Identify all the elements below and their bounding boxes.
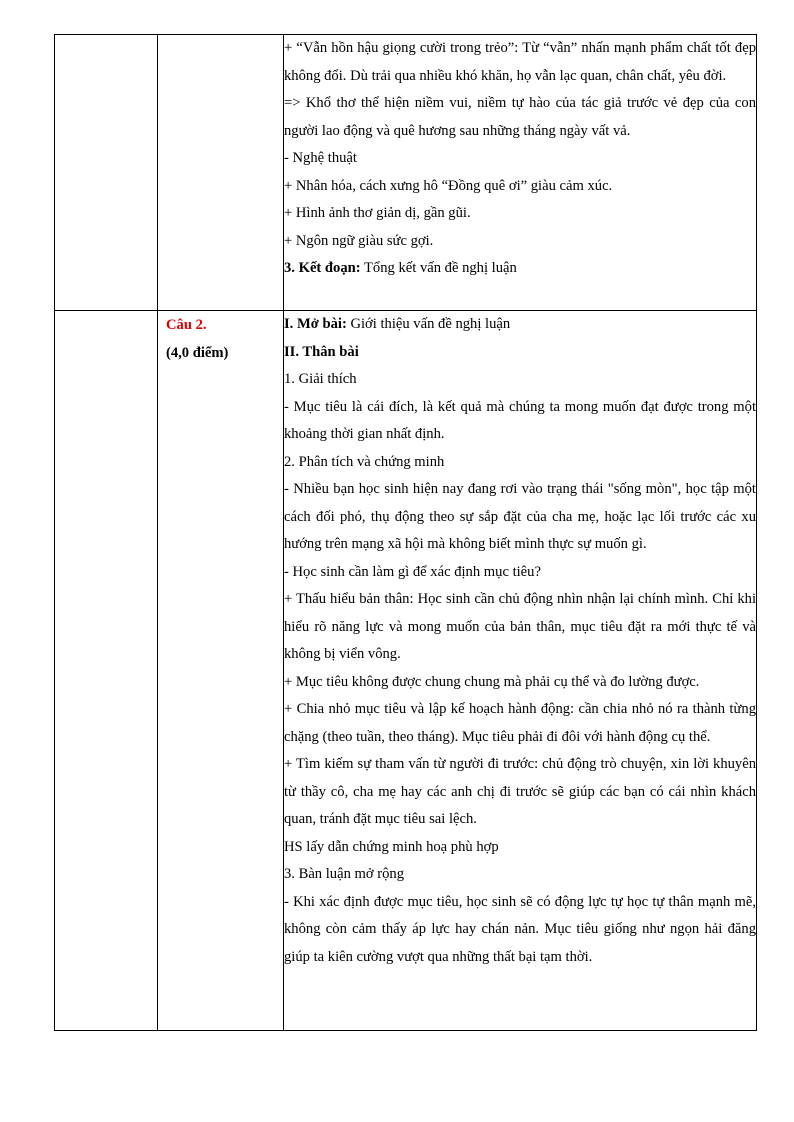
ket-doan-label: 3. Kết đoạn:: [284, 260, 361, 276]
text-line: HS lấy dẫn chứng minh hoạ phù hợp: [284, 838, 499, 855]
empty-cell: [158, 35, 284, 311]
text-line: + Tìm kiếm sự tham vấn từ người đi trước: chủ động trò chuyện, xin lời khuyên từ thầy cô, cha mẹ hay các anh chị đi trước sẽ giúp các bạn có cái nhìn khách quan, tránh đặt mục tiêu sai lệch.: [284, 756, 756, 827]
mo-bai-text: Giới thiệu vấn đề nghị luận: [346, 316, 511, 332]
text-line: + Chia nhỏ mục tiêu và lập kế hoạch hành động: cần chia nhỏ nó ra thành từng chặng (theo tuần, theo tháng). Mục tiêu phải đi đôi với hành động cụ thể.: [284, 701, 756, 745]
text-line: + Ngôn ngữ giàu sức gợi.: [284, 232, 434, 249]
question-cell: [158, 311, 284, 1031]
mo-bai-line: [284, 311, 756, 339]
question-label: Câu 2.: [166, 317, 207, 333]
ket-doan-line: [284, 255, 756, 283]
empty-cell: [55, 35, 158, 311]
text-line: + Hình ảnh thơ giản dị, gần gũi.: [284, 205, 471, 221]
text-line: + “Vẫn hồn hậu giọng cười trong trẻo”: Từ “vẫn” nhấn mạnh phẩm chất tốt đẹp không đổi. Dù trải qua nhiều khó khăn, họ vẫn lạc quan, chân chất, yêu đời.: [284, 40, 756, 84]
table-row: [55, 35, 757, 311]
text-line: - Nhiều bạn học sinh hiện nay đang rơi vào trạng thái "sống mòn", học tập một cách đối phó, thụ động theo sự sắp đặt của cha mẹ, hoặc lạc lối trước các xu hướng trên mạng xã hội mà không biết mình thực sự muốn gì.: [284, 481, 756, 552]
text-line: 1. Giải thích: [284, 371, 357, 387]
text-line: - Mục tiêu là cái đích, là kết quả mà chúng ta mong muốn đạt được trong một khoảng thời gian nhất định.: [284, 398, 756, 442]
text-line: + Thấu hiểu bản thân: Học sinh cần chủ động nhìn nhận lại chính mình. Chỉ khi hiểu rõ năng lực và mong muốn của bản thân, mục tiêu đặt ra mới thực tế và không bị viển vông.: [284, 591, 756, 662]
content-cell: [284, 311, 757, 1031]
text-line: - Học sinh cần làm gì để xác định mục tiêu?: [284, 563, 541, 580]
ket-doan-text: Tổng kết vấn đề nghị luận: [360, 260, 517, 276]
mo-bai-label: I. Mở bài:: [284, 316, 347, 332]
text-line: - Khi xác định được mục tiêu, học sinh sẽ có động lực tự học tự thân mạnh mẽ, không còn cảm thấy áp lực hay chán nản. Mục tiêu giống như ngọn hải đăng giúp ta kiên cường vượt qua những thất bại tạm thời.: [284, 893, 756, 965]
table-row: [55, 311, 757, 1031]
empty-cell: [55, 311, 158, 1031]
text-line: + Nhân hóa, cách xưng hô “Đồng quê ơi” giàu cảm xúc.: [284, 177, 613, 194]
text-line: => Khổ thơ thể hiện niềm vui, niềm tự hào của tác giả trước vẻ đẹp của con người lao động và quê hương sau những tháng ngày vất vả.: [284, 95, 756, 139]
answer-table: [54, 34, 757, 1031]
text-line: + Mục tiêu không được chung chung mà phải cụ thể và đo lường được.: [284, 673, 700, 690]
text-line: 3. Bàn luận mở rộng: [284, 866, 404, 882]
text-line: 2. Phân tích và chứng minh: [284, 453, 445, 470]
content-cell: [284, 35, 757, 311]
than-bai-heading: II. Thân bài: [284, 343, 359, 360]
question-points: (4,0 điểm): [166, 344, 229, 361]
text-line: - Nghệ thuật: [284, 150, 357, 166]
